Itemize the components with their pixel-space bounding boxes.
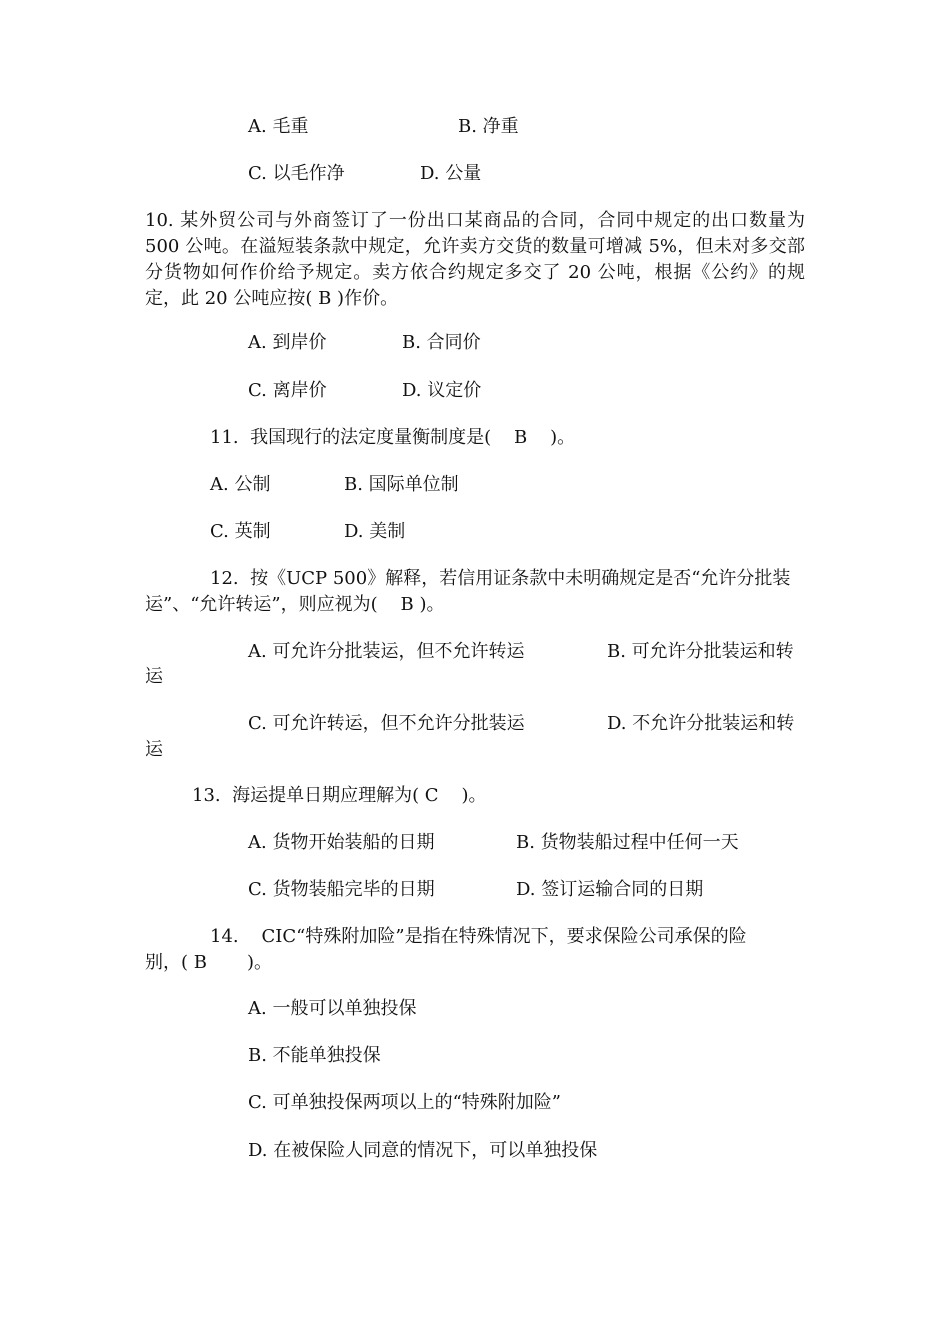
option-b: B. 不能单独投保: [248, 1045, 381, 1066]
question-14-stem-line1: 14. CIC“特殊附加险”是指在特殊情况下，要求保险公司承保的险: [210, 926, 747, 947]
option-c: C. 货物装船完毕的日期: [248, 879, 435, 900]
option-a: A. 毛重: [248, 116, 309, 137]
option-b-wrap: 运: [145, 666, 163, 687]
option-b: B. 可允许分批装运和转: [607, 641, 794, 662]
option-c: C. 可允许转运，但不允许分批装运: [248, 713, 525, 734]
option-a: A. 可允许分批装运，但不允许转运: [248, 641, 525, 662]
question-12-stem-line1: 12. 按《UCP 500》解释，若信用证条款中未明确规定是否“允许分批装: [210, 568, 791, 589]
option-d: D. 美制: [344, 521, 406, 542]
option-d: D. 议定价: [402, 380, 482, 401]
option-c: C. 可单独投保两项以上的“特殊附加险”: [248, 1092, 561, 1113]
option-a: A. 货物开始装船的日期: [248, 832, 435, 853]
option-d-wrap: 运: [145, 739, 163, 760]
question-14-stem-line2: 别，( B )。: [145, 952, 273, 973]
option-b: B. 净重: [458, 116, 519, 137]
option-c: C. 离岸价: [248, 380, 327, 401]
option-d: D. 公量: [420, 163, 482, 184]
option-d: D. 不允许分批装运和转: [607, 713, 795, 734]
option-c: C. 以毛作净: [248, 163, 345, 184]
option-a: A. 到岸价: [248, 332, 327, 353]
question-13-stem: 13. 海运提单日期应理解为( C )。: [192, 785, 487, 806]
question-12-stem-line2: 运”、“允许转运”，则应视为( B )。: [145, 594, 445, 615]
option-d: D. 签订运输合同的日期: [516, 879, 704, 900]
option-d: D. 在被保险人同意的情况下，可以单独投保: [248, 1140, 598, 1161]
option-b: B. 国际单位制: [344, 474, 459, 495]
option-a: A. 一般可以单独投保: [248, 998, 417, 1019]
question-10-stem: 10. 某外贸公司与外商签订了一份出口某商品的合同，合同中规定的出口数量为 500 公吨。在溢短装条款中规定，允许卖方交货的数量可增减 5%，但未对多交部分货物如何作价给予规定。卖方依合约规定多交了 20 公吨，根据《公约》的规定，此 20 公吨应按( B )作价。: [145, 210, 805, 309]
option-b: B. 货物装船过程中任何一天: [516, 832, 739, 853]
option-b: B. 合同价: [402, 332, 481, 353]
option-c: C. 英制: [210, 521, 271, 542]
option-a: A. 公制: [210, 474, 271, 495]
question-11-stem: 11. 我国现行的法定度量衡制度是( B )。: [210, 427, 576, 448]
